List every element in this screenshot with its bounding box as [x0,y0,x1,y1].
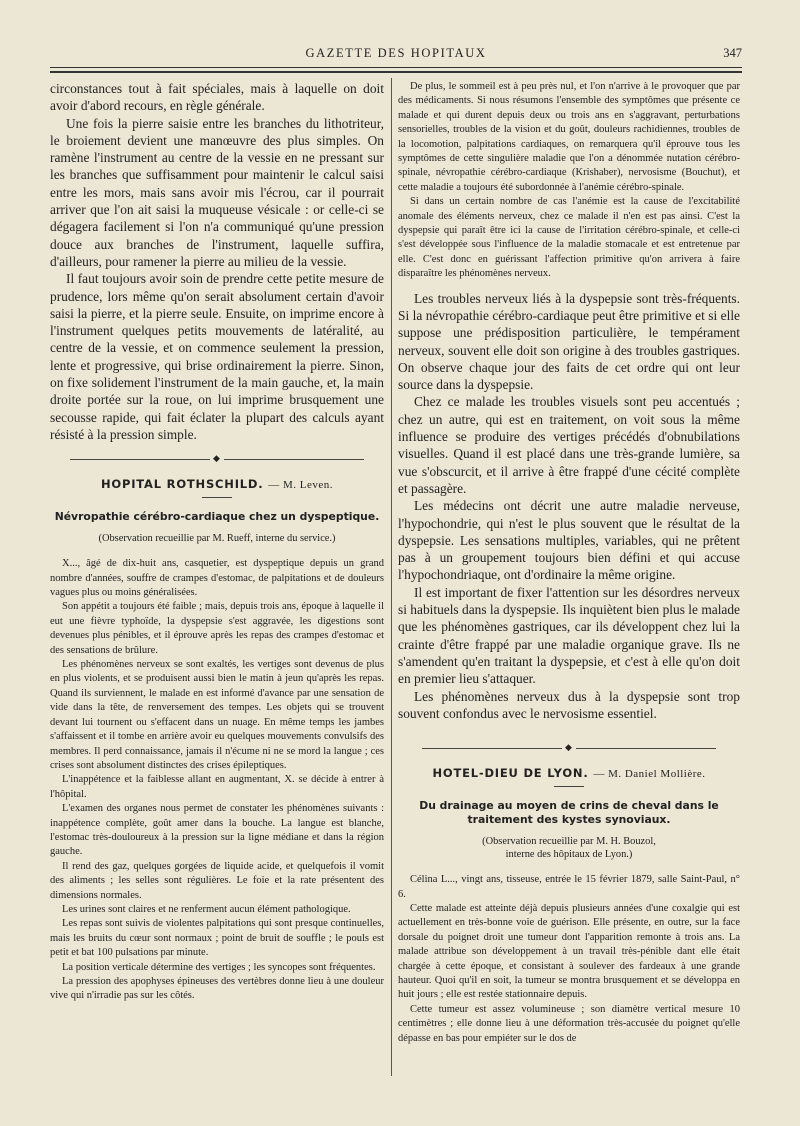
observation-note-line-2: interne des hôpitaux de Lyon.) [505,849,633,861]
hospital-name: HOTEL-DIEU DE LYON. [432,766,589,781]
right-column [398,80,740,1078]
paragraph: Son appétit a toujours été faible ; mais, depuis trois ans, époque à laquelle il eut une fièvre typhoïde, la dyspepsie s'est aggravée, les digestions sont devenues plus pénibles, et il éprouve après les repas des crampes d'estomac et des sensations de brûlure. [50,601,384,656]
paragraph: X..., âgé de dix-huit ans, casquetier, est dyspeptique depuis un grand nombre d'années, souffre de crampes d'estomac, de palpitations et de douleurs vagues plus ou moins généralisées. [50,558,384,599]
case-title: Du drainage au moyen de crins de cheval dans le traitement des kystes synoviaux. [419,799,719,827]
article-continuation [50,80,384,443]
paragraph: L'examen des organes nous permet de constater les phénomènes suivants : inappétence complète, goût amer dans la bouche. La langue est blanche, l'estomac très-douloureux à la pression sur la ligne médiane et dans la région gauche. [50,803,384,858]
hospital-heading [50,477,384,491]
paragraph: De plus, le sommeil est à peu près nul, et l'on n'arrive à le provoquer que par des médicaments. Si nous résumons l'ensemble des symptômes que présente ce malade et qui durent depuis deux ou trois ans en s'aggravant, perturbations sensorielles, troubles de la vision et du goût, douleurs rachidiennes, troubles de la locomotion, palpitations cardiaques, on remarquera qu'il éprouve tous les symptômes de cette singulière maladie que l'on a dénommée nutation cérébro-spinale, névropathie cérébro-cardiaque (Krishaber), nervosisme (Bouchut), et cette maladie a toujours été subordonnée à l'anémie cérébro-spinale. [398,81,740,193]
section-separator: ◆ [398,740,740,754]
paragraph: Il est important de fixer l'attention sur les désordres nerveux si habituels dans la dyspepsie. Ils inquiètent bien plus le malade que les phénomènes gastriques, car ils développent chez lui la crainte d'être frappé par une maladie organique grave. Ils ne s'amendent qu'en traitant la dyspepsie, et c'est à elle qu'on doit en premier lieu s'attaquer. [398,584,740,687]
paragraph: Les urines sont claires et ne renferment aucun élément pathologique. [62,903,351,915]
paragraph: Les phénomènes nerveux se sont exaltés, les vertiges sont devenus de plus en plus violents, et se produisent aussi bien le matin à jeun qu'après les repas. Quand ils surviennent, le malade en est informé d'avance par une sensation de vide dans la tête, de renversement des tempes. Les objets qui se trouvent devant lui tournent ou s'effacent dans un nuage. En même temps les jambes s'affaissent et il tombe en arrière avoir eu quelques mouvements convulsifs des membres. Il perd connaissance, jamais il n'écume ni ne se mord la langue ; ces crises sont absolument distinctes des crises épileptiques. [50,659,384,771]
paragraph: Cette malade est atteinte déjà depuis plusieurs années d'une coxalgie qui est actuellement en très-bonne voie de guérison. Elle présente, en outre, sur la face dorsale du poignet droit une tumeur dont l'apparition remonte à trois ans. La malade attribue son développement à un travail très-pénible dant elle était chargée à cette époque, et consistant à soulever des fardeaux à une grande hauteur. Quoi qu'il en soit, la tumeur se montra brusquement et se développa en huit jours ; elle est restée stationnaire depuis. [398,902,740,1001]
column-divider [391,78,392,1076]
left-column [50,80,384,1078]
paragraph: Si dans un certain nombre de cas l'anémie est la cause de l'excitabilité anomale des éléments nerveux, chez ce malade il n'en est pas ainsi. C'est la dyspepsie qui paraît être ici la cause de l'irritation cérébro-spinale, et celle-ci s'est développée sous l'influence de la maladie stomacale et est entretenue par elle. C'est donc en guérissant l'affection primitive qu'on arrivera à faire disparaître les phénomènes nerveux. [398,196,740,280]
paragraph: Cette tumeur est assez volumineuse ; son diamètre vertical mesure 10 centimètres ; elle donne lieu à une déformation très-accusée du poignet qu'elle dépasse en bas pour empiéter sur le dos de [398,1003,740,1044]
paragraph: L'inappétence et la faiblesse allant en augmentant, X. se décide à entrer à l'hôpital. [50,774,384,800]
hospital-author: — M. Daniel Mollière. [593,768,706,781]
observation-note: (Observation recueillie par M. Rueff, interne du service.) [98,533,336,545]
journal-title: GAZETTE DES HOPITAUX [305,46,487,60]
observation-note-line-1: (Observation recueillie par M. H. Bouzol, [482,836,656,848]
running-header [50,42,742,66]
paragraph: Chez ce malade les troubles visuels sont peu accentués ; chez un autre, qui est en traitement, on voit sous la même influence se produire des vertiges précédés d'obnubilations visuelles. Quand il est placé dans une très-grande lumière, sa vue s'obscurcit, et il arrive à être frappé d'une cécité complète et passagère. [398,394,740,496]
case-report-continuation [398,80,740,282]
paragraph: Il rend des gaz, quelques gorgées de liquide acide, et quelquefois il vomit des aliments ; les selles sont régulières. Le foie et la rate présentent des dimensions normales. [50,860,384,901]
paragraph: Les médecins ont décrit une autre maladie nerveuse, l'hypochondrie, qui n'est le plus souvent que le résultat de la dyspepsie. Les sensations multiples, variables, qui ne prêtent pas à un groupement toujours bien défini et qui accuse l'hypochondriaque, ont d'ordinaire la même origine. [398,498,740,583]
case-report [398,873,740,1046]
paragraph: Une fois la pierre saisie entre les branches du lithotriteur, le broiement devient une manœuvre des plus simples. On ramène l'instrument au centre de la vessie en ne pressant sur les branches que suffisamment pour maintenir le calcul saisi entre les mors, mais sans avoir mis l'écrou, car il pourrait arriver que l'on ait saisi la muqueuse vésicale : or celle-ci se dégagera facilement si l'on n'a communiqué qu'une pression douce aux branches de l'instrument, laquelle suffira, d'ailleurs, pour ramener la pierre au milieu de la vessie. [50,115,384,269]
case-title: Névropathie cérébro-cardiaque chez un dyspeptique. [54,510,380,524]
hospital-heading [398,766,740,780]
section-separator: ◆ [50,451,384,465]
paragraph: Les phénomènes nerveux dus à la dyspepsie sont trop souvent confondus avec le nervosisme essentiel. [398,688,740,721]
paragraph: La position verticale détermine des vertiges ; les syncopes sont fréquentes. [62,961,376,973]
paragraph: Il faut toujours avoir soin de prendre cette petite mesure de prudence, lors même qu'on serait absolument certain d'avoir saisi la pierre, et la pierre seule. Ensuite, on imprime encore à l'instrument quelques petits mouvements de latéralité, au centre de la vessie, et on commence seulement la pression, lente et progressive, qui brise ordinairement la pierre. Sinon, on fixe solidement l'instrument de la main gauche, et, la main droite portée sur la roue, on lui imprime brusquement une secousse rapide, qui fait éclater la plupart des calculs ayant résisté à la pression simple. [50,271,384,442]
header-double-rule [50,71,742,73]
header-rule [50,67,742,68]
short-rule [554,786,584,787]
paragraph: La pression des apophyses épineuses des vertèbres donne lieu à une douleur vive qui n'irradie pas sur les côtés. [50,976,384,1002]
short-rule [202,497,232,498]
paragraph: Célina L..., vingt ans, tisseuse, entrée le 15 février 1879, salle Saint-Paul, n° 6. [398,874,740,900]
commentary [398,290,740,722]
page-number: 347 [723,46,742,60]
hospital-name: HOPITAL ROTHSCHILD. [100,477,264,492]
case-report [50,557,384,1004]
paragraph: Les repas sont suivis de violentes palpitations qui sont presque continuelles, mais les bruits du cœur sont normaux ; point de bruit de souffle ; le pouls est petit et bat 100 pulsations par minute. [50,918,384,959]
paragraph: circonstances tout à fait spéciales, mais à laquelle on doit avoir d'abord recours, en règle générale. [50,81,384,114]
hospital-author: — M. Leven. [268,479,334,492]
paragraph: Les troubles nerveux liés à la dyspepsie sont très-fréquents. Si la névropathie cérébro-cardiaque peut être primitive et si elle suppose une prédisposition particulière, le tempérament nerveux, souvent elle doit son origine à des troubles gastriques. On observe chaque jour des faits de cet ordre qui ont leur source dans la dyspepsie. [398,290,740,393]
